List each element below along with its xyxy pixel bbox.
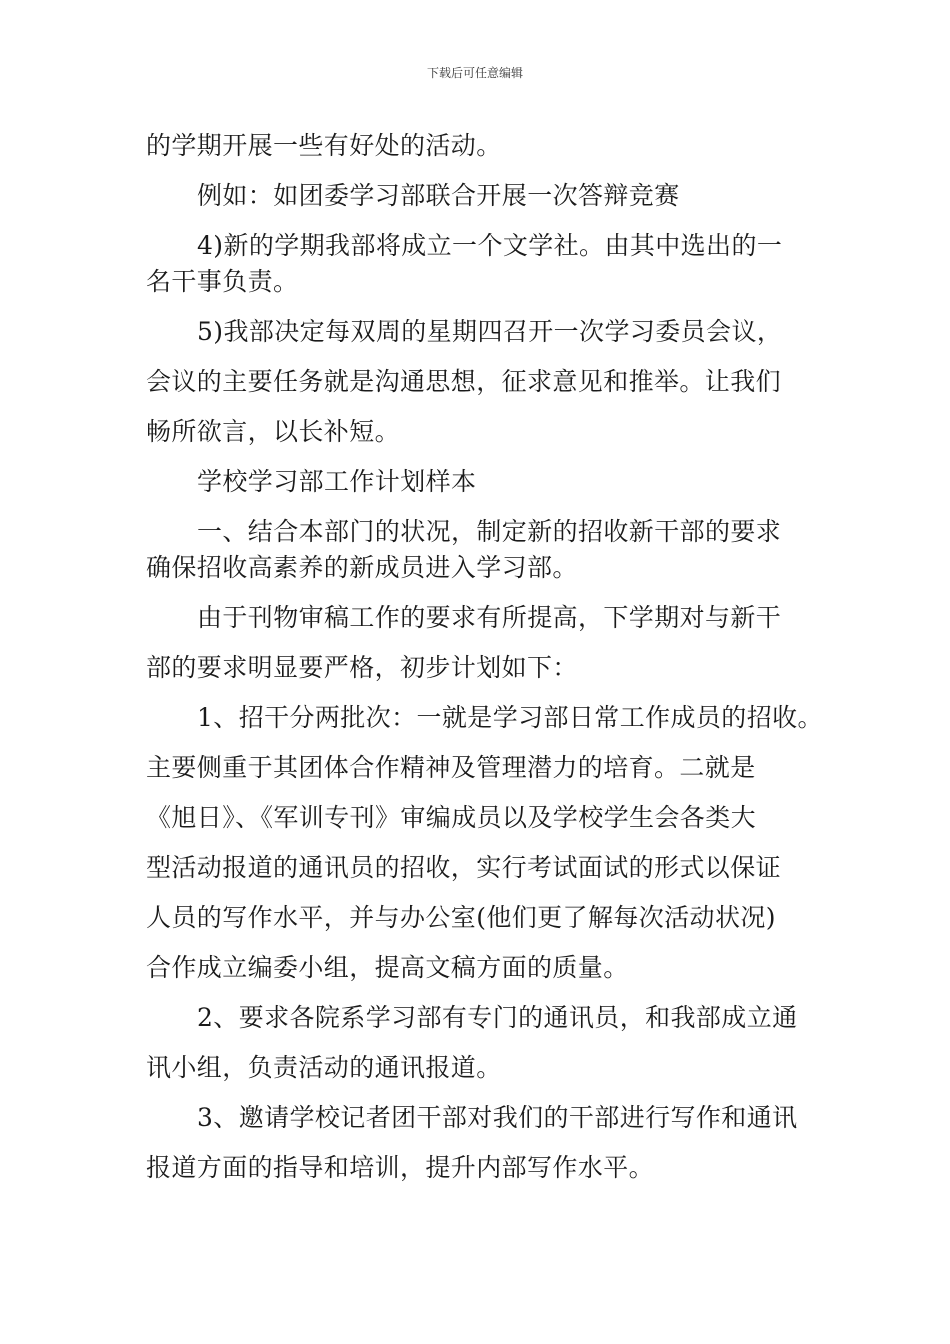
document-body (146, 128, 826, 1186)
text-line: 报道方面的指导和培训，提升内部写作水平。 (146, 1153, 655, 1182)
text-line: 会议的主要任务就是沟通思想，征求意见和推举。让我们 (146, 367, 782, 396)
text-line: 2、要求各院系学习部有专门的通讯员，和我部成立通 (197, 1003, 798, 1032)
page-header: 下载后可任意编辑 (426, 66, 523, 80)
section-title: 学校学习部工作计划样本 (197, 467, 477, 496)
text-line: 合作成立编委小组，提高文稿方面的质量。 (146, 953, 629, 982)
text-line: 5)我部决定每双周的星期四召开一次学习委员会议， (197, 317, 783, 346)
text-line: 一、结合本部门的状况，制定新的招收新干部的要求 (197, 517, 782, 546)
text-line: 例如：如团委学习部联合开展一次答辩竞赛 (197, 181, 680, 210)
text-line: 畅所欲言，以长补短。 (146, 417, 401, 446)
text-line: 3、邀请学校记者团干部对我们的干部进行写作和通讯 (197, 1103, 798, 1132)
text-line: 型活动报道的通讯员的招收，实行考试面试的形式以保证 (146, 853, 782, 882)
text-line: 主要侧重于其团体合作精神及管理潜力的培育。二就是 (146, 753, 756, 782)
text-line: 由于刊物审稿工作的要求有所提高，下学期对与新干 (197, 603, 782, 632)
text-line: 名干事负责。 (146, 267, 299, 296)
text-line: 部的要求明显要严格，初步计划如下： (146, 653, 578, 682)
text-line: 人员的写作水平，并与办公室(他们更了解每次活动状况) (146, 903, 776, 932)
text-line: 《旭日》、《军训专刊》审编成员以及学校学生会各类大 (146, 803, 757, 832)
text-line: 讯小组，负责活动的通讯报道。 (146, 1053, 502, 1082)
text-line: 1、招干分两批次：一就是学习部日常工作成员的招收。 (197, 703, 823, 732)
text-line: 的学期开展一些有好处的活动。 (146, 131, 502, 160)
text-line: 确保招收高素养的新成员进入学习部。 (146, 553, 578, 582)
text-line: 4)新的学期我部将成立一个文学社。由其中选出的一 (197, 231, 783, 260)
